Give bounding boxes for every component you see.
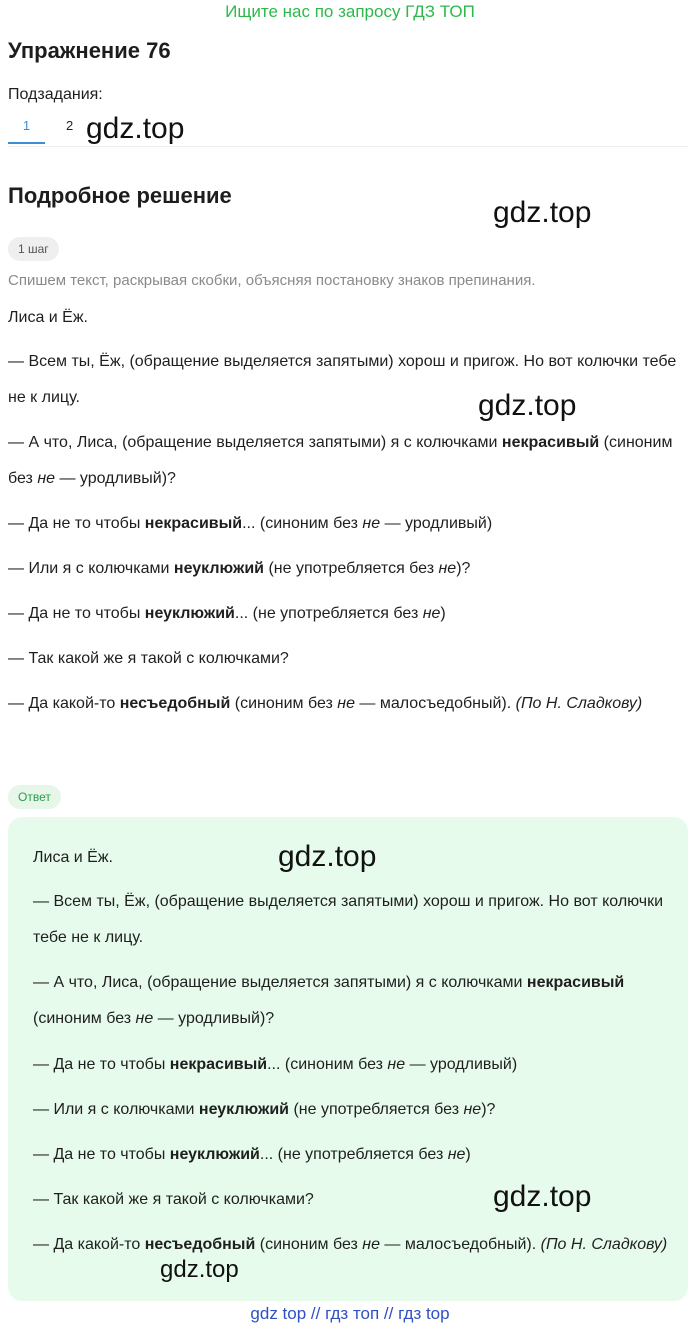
watermark: gdz.top (278, 840, 377, 873)
answer-paragraph-4: — Да не то чтобы некрасивый... (синоним без не — уродливый) (33, 1056, 518, 1073)
watermark: gdz.top (160, 1256, 239, 1283)
answer-paragraph-2: — Всем ты, Ёж, (обращение выделяется запятыми) хорош и пригож. Но вот колючки тебе не к лицу. (33, 893, 664, 946)
top-banner: Ищите нас по запросу ГДЗ ТОП (225, 2, 475, 21)
solution-paragraph-6: — Да не то чтобы неуклюжий... (не употребляется без не) (8, 605, 446, 622)
solution-paragraph-1: Лиса и Ёж. (8, 309, 88, 326)
answer-paragraph-5: — Или я с колючками неуклюжий (не употребляется без не)? (33, 1101, 496, 1118)
solution-paragraph-5: — Или я с колючками неуклюжий (не употребляется без не)? (8, 560, 471, 577)
tabs-divider (8, 146, 688, 147)
footer-links[interactable]: gdz top // гдз топ // гдз top (250, 1304, 450, 1323)
solution-paragraph-4: — Да не то чтобы некрасивый... (синоним без не — уродливый) (8, 515, 493, 532)
answer-badge: Ответ (8, 785, 61, 809)
watermark: gdz.top (86, 112, 185, 145)
watermark: gdz.top (478, 389, 577, 422)
subtask-tab-2[interactable]: 2 (66, 118, 74, 133)
page-title: Упражнение 76 (8, 38, 171, 63)
subtasks-label: Подзадания: (8, 86, 103, 103)
watermark: gdz.top (493, 1180, 592, 1213)
step-intro: Спишем текст, раскрывая скобки, объясняя постановку знаков препинания. (8, 272, 536, 289)
answer-paragraph-1: Лиса и Ёж. (33, 849, 113, 866)
solution-heading: Подробное решение (8, 183, 232, 208)
solution-paragraph-8: — Да какой-то несъедобный (синоним без не — малосъедобный). (По Н. Сладкову) (8, 695, 643, 712)
solution-paragraph-3: — А что, Лиса, (обращение выделяется запятыми) я с колючками некрасивый (синоним без не — уродливый)? (8, 434, 673, 487)
answer-paragraph-7: — Так какой же я такой с колючками? (33, 1191, 314, 1208)
watermark: gdz.top (493, 196, 592, 229)
answer-paragraph-8: — Да какой-то несъедобный (синоним без не — малосъедобный). (По Н. Сладкову) (33, 1236, 668, 1253)
solution-paragraph-2: — Всем ты, Ёж, (обращение выделяется запятыми) хорош и пригож. Но вот колючки тебе не к лицу. (8, 353, 677, 406)
solution-paragraph-7: — Так какой же я такой с колючками? (8, 650, 289, 667)
answer-paragraph-6: — Да не то чтобы неуклюжий... (не употребляется без не) (33, 1146, 471, 1163)
answer-paragraph-3: — А что, Лиса, (обращение выделяется запятыми) я с колючками некрасивый (синоним без не — уродливый)? (33, 974, 625, 1027)
subtask-tab-1[interactable]: 1 (8, 118, 45, 144)
step-badge: 1 шаг (8, 237, 59, 261)
